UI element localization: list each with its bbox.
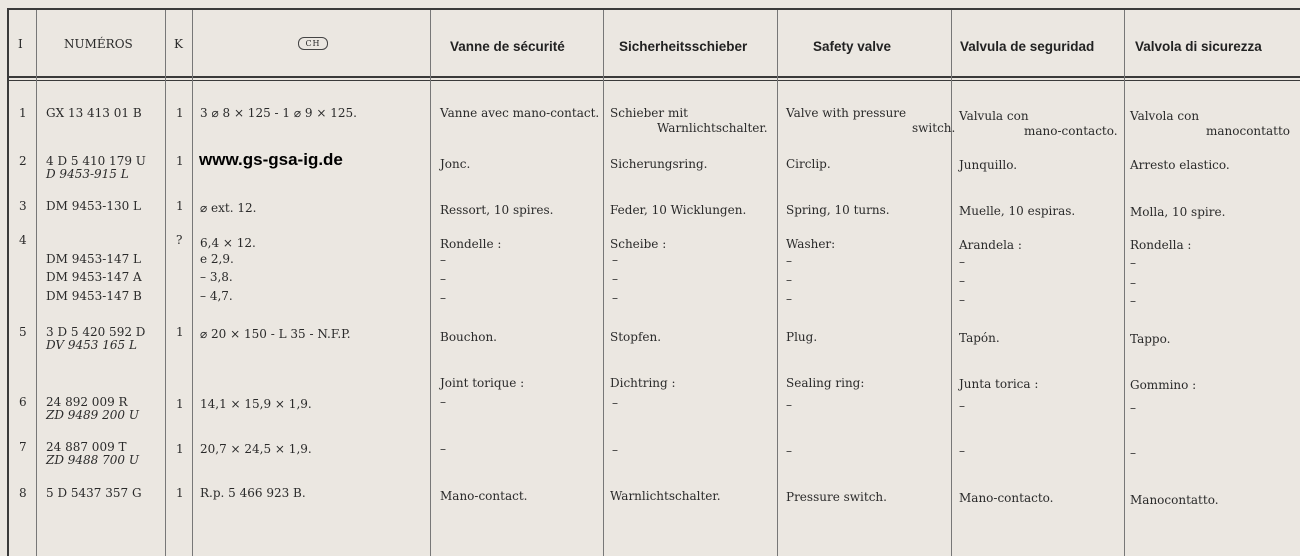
ch-symbol: CH xyxy=(298,37,328,50)
dash: – xyxy=(612,291,618,305)
dash: – xyxy=(786,273,792,287)
header-french: Vanne de sécurité xyxy=(450,39,565,54)
part-number: 5 D 5437 357 G xyxy=(46,486,142,500)
desc-spanish: Muelle, 10 espiras. xyxy=(959,204,1076,218)
desc-french: Mano-contact. xyxy=(440,489,528,503)
desc-spanish: Mano-contacto. xyxy=(959,491,1054,505)
specification: 3 ⌀ 8 × 125 - 1 ⌀ 9 × 125. xyxy=(200,106,357,120)
part-number: GX 13 413 01 B xyxy=(46,106,142,120)
dash: – xyxy=(1130,401,1136,415)
header-divider xyxy=(7,76,1300,78)
col-divider xyxy=(36,10,37,556)
group-label-german: Dichtring : xyxy=(610,376,676,390)
dash: – xyxy=(959,255,965,269)
specification: 20,7 × 24,5 × 1,9. xyxy=(200,442,312,456)
part-number: 24 892 009 R xyxy=(46,395,128,409)
desc-spanish: Valvula con xyxy=(959,109,1029,123)
dash: – xyxy=(1130,256,1136,270)
dash: – xyxy=(1130,446,1136,460)
col-divider xyxy=(603,10,604,556)
watermark: www.gs-gsa-ig.de xyxy=(199,150,343,169)
specification: – 4,7. xyxy=(200,289,233,303)
dash: – xyxy=(440,442,446,456)
dash: – xyxy=(612,253,618,267)
desc-german: Stopfen. xyxy=(610,330,662,344)
desc-italian: Arresto elastico. xyxy=(1130,158,1230,172)
desc-german: Sicherungsring. xyxy=(610,157,708,171)
quantity: 1 xyxy=(176,486,184,500)
desc-english: Washer: xyxy=(786,237,836,251)
desc-italian: Tappo. xyxy=(1130,332,1171,346)
header-divider-thin xyxy=(7,80,1300,81)
specification: e 2,9. xyxy=(200,252,234,266)
desc-english: Plug. xyxy=(786,330,818,344)
header-i: I xyxy=(18,37,23,51)
desc-english: Spring, 10 turns. xyxy=(786,203,890,217)
desc-italian: Molla, 10 spire. xyxy=(1130,205,1226,219)
header-numeros: NUMÉROS xyxy=(64,37,133,51)
desc-italian: Manocontatto. xyxy=(1130,493,1219,507)
desc-italian: Rondella : xyxy=(1130,238,1192,252)
row-index: 6 xyxy=(19,395,27,409)
dash: – xyxy=(959,293,965,307)
desc-english: Circlip. xyxy=(786,157,831,171)
desc-italian: Valvola con xyxy=(1130,109,1200,123)
desc-french: Rondelle : xyxy=(440,237,502,251)
desc-spanish: Arandela : xyxy=(959,238,1022,252)
desc-french: Vanne avec mano-contact. xyxy=(440,106,600,120)
dash: – xyxy=(959,444,965,458)
group-label-english: Sealing ring: xyxy=(786,376,865,390)
dash: – xyxy=(786,444,792,458)
col-divider xyxy=(951,10,952,556)
desc-english: Pressure switch. xyxy=(786,490,887,504)
part-number: DM 9453-147 A xyxy=(46,270,142,284)
part-number-alt: ZD 9489 200 U xyxy=(46,408,139,422)
specification: 14,1 × 15,9 × 1,9. xyxy=(200,397,312,411)
dash: – xyxy=(1130,294,1136,308)
desc-english: switch. xyxy=(912,121,956,135)
desc-german: Warnlichtschalter. xyxy=(657,121,768,135)
dash: – xyxy=(612,443,618,457)
dash: – xyxy=(440,291,446,305)
col-divider xyxy=(777,10,778,556)
dash: – xyxy=(440,253,446,267)
row-index: 1 xyxy=(19,106,27,120)
desc-french: Bouchon. xyxy=(440,330,497,344)
part-number-alt: ZD 9488 700 U xyxy=(46,453,139,467)
desc-italian: manocontatto xyxy=(1206,124,1291,138)
row-index: 3 xyxy=(19,199,27,213)
quantity: 1 xyxy=(176,154,184,168)
dash: – xyxy=(1130,276,1136,290)
dash: – xyxy=(786,292,792,306)
row-index: 7 xyxy=(19,440,27,454)
part-number: DM 9453-147 B xyxy=(46,289,142,303)
part-number-alt: DV 9453 165 L xyxy=(46,338,137,352)
desc-french: Ressort, 10 spires. xyxy=(440,203,554,217)
header-italian: Valvola di sicurezza xyxy=(1135,39,1262,54)
header-spanish: Valvula de seguridad xyxy=(960,39,1095,54)
group-label-french: Joint torique : xyxy=(440,376,525,390)
dash: – xyxy=(786,254,792,268)
col-divider xyxy=(1124,10,1125,556)
dash: – xyxy=(612,396,618,410)
quantity: 1 xyxy=(176,106,184,120)
dash: – xyxy=(440,395,446,409)
specification: 6,4 × 12. xyxy=(200,236,256,250)
quantity: 1 xyxy=(176,199,184,213)
desc-spanish: Tapón. xyxy=(959,331,1000,345)
desc-spanish: Junquillo. xyxy=(959,158,1018,172)
row-index: 2 xyxy=(19,154,27,168)
col-divider xyxy=(192,10,193,556)
dash: – xyxy=(440,272,446,286)
desc-german: Warnlichtschalter. xyxy=(610,489,721,503)
part-number: 4 D 5 410 179 U xyxy=(46,154,146,168)
specification: ⌀ 20 × 150 - L 35 - N.F.P. xyxy=(200,327,351,341)
dash: – xyxy=(959,274,965,288)
desc-english: Valve with pressure xyxy=(786,106,907,120)
desc-spanish: mano-contacto. xyxy=(1024,124,1118,138)
header-german: Sicherheitsschieber xyxy=(619,39,748,54)
quantity: 1 xyxy=(176,397,184,411)
dash: – xyxy=(612,272,618,286)
quantity: 1 xyxy=(176,442,184,456)
part-number: DM 9453-147 L xyxy=(46,252,142,266)
row-index: 5 xyxy=(19,325,27,339)
desc-german: Feder, 10 Wicklungen. xyxy=(610,203,747,217)
col-divider xyxy=(165,10,166,556)
specification: ⌀ ext. 12. xyxy=(200,201,257,215)
quantity: 1 xyxy=(176,325,184,339)
header-k: K xyxy=(174,37,183,51)
col-divider xyxy=(430,10,431,556)
group-label-spanish: Junta torica : xyxy=(959,377,1039,391)
part-number: 3 D 5 420 592 D xyxy=(46,325,146,339)
specification: R.p. 5 466 923 B. xyxy=(200,486,306,500)
part-number-alt: D 9453-915 L xyxy=(46,167,129,181)
part-number: 24 887 009 T xyxy=(46,440,127,454)
header-english: Safety valve xyxy=(813,39,892,54)
quantity: ? xyxy=(176,233,183,247)
dash: – xyxy=(959,399,965,413)
desc-german: Scheibe : xyxy=(610,237,667,251)
desc-french: Jonc. xyxy=(440,157,471,171)
dash: – xyxy=(786,398,792,412)
group-label-italian: Gommino : xyxy=(1130,378,1197,392)
desc-german: Schieber mit xyxy=(610,106,688,120)
row-index: 8 xyxy=(19,486,27,500)
part-number: DM 9453-130 L xyxy=(46,199,142,213)
specification: – 3,8. xyxy=(200,270,233,284)
row-index: 4 xyxy=(19,233,27,247)
